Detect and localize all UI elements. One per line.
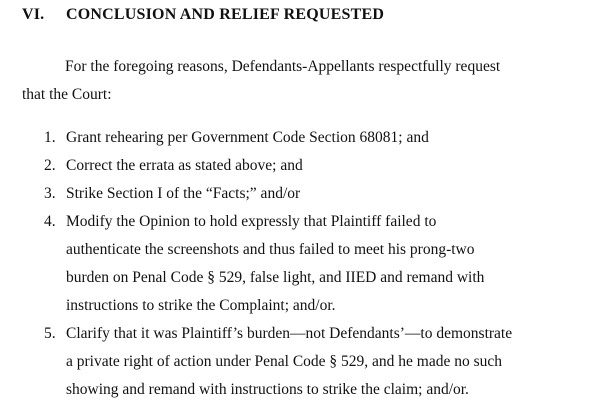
item-number: 4. xyxy=(44,213,56,230)
item-line: Correct the errata as stated above; and xyxy=(66,157,303,174)
item-line: a private right of action under Penal Code § 529, and he made no such xyxy=(66,353,503,370)
intro-paragraph xyxy=(22,53,582,109)
section-heading xyxy=(22,6,384,24)
item-number: 2. xyxy=(44,157,56,174)
item-number: 3. xyxy=(44,185,56,202)
section-title: CONCLUSION AND RELIEF REQUESTED xyxy=(66,6,385,23)
item-number: 1. xyxy=(44,129,56,146)
item-line: Modify the Opinion to hold expressly that Plaintiff failed to xyxy=(66,213,437,230)
relief-item-3 xyxy=(0,180,600,208)
section-number: VI. xyxy=(22,6,45,23)
relief-list xyxy=(0,124,600,404)
relief-item-5 xyxy=(0,320,600,404)
intro-line: For the foregoing reasons, Defendants-Appellants respectfully request xyxy=(65,58,501,75)
relief-item-1 xyxy=(0,124,600,152)
item-number: 5. xyxy=(44,325,56,342)
item-line: showing and remand with instructions to strike the claim; and/or. xyxy=(66,381,469,398)
item-line: Strike Section I of the “Facts;” and/or xyxy=(66,185,301,202)
item-line: authenticate the screenshots and thus failed to meet his prong-two xyxy=(66,241,475,258)
intro-line: that the Court: xyxy=(22,86,112,103)
item-line: burden on Penal Code § 529, false light, and IIED and remand with xyxy=(66,269,485,286)
relief-item-4 xyxy=(0,208,600,320)
item-line: instructions to strike the Complaint; and/or. xyxy=(66,297,336,314)
relief-item-2 xyxy=(0,152,600,180)
item-line: Grant rehearing per Government Code Section 68081; and xyxy=(66,129,429,146)
item-line: Clarify that it was Plaintiff’s burden—not Defendants’—to demonstrate xyxy=(66,325,513,342)
